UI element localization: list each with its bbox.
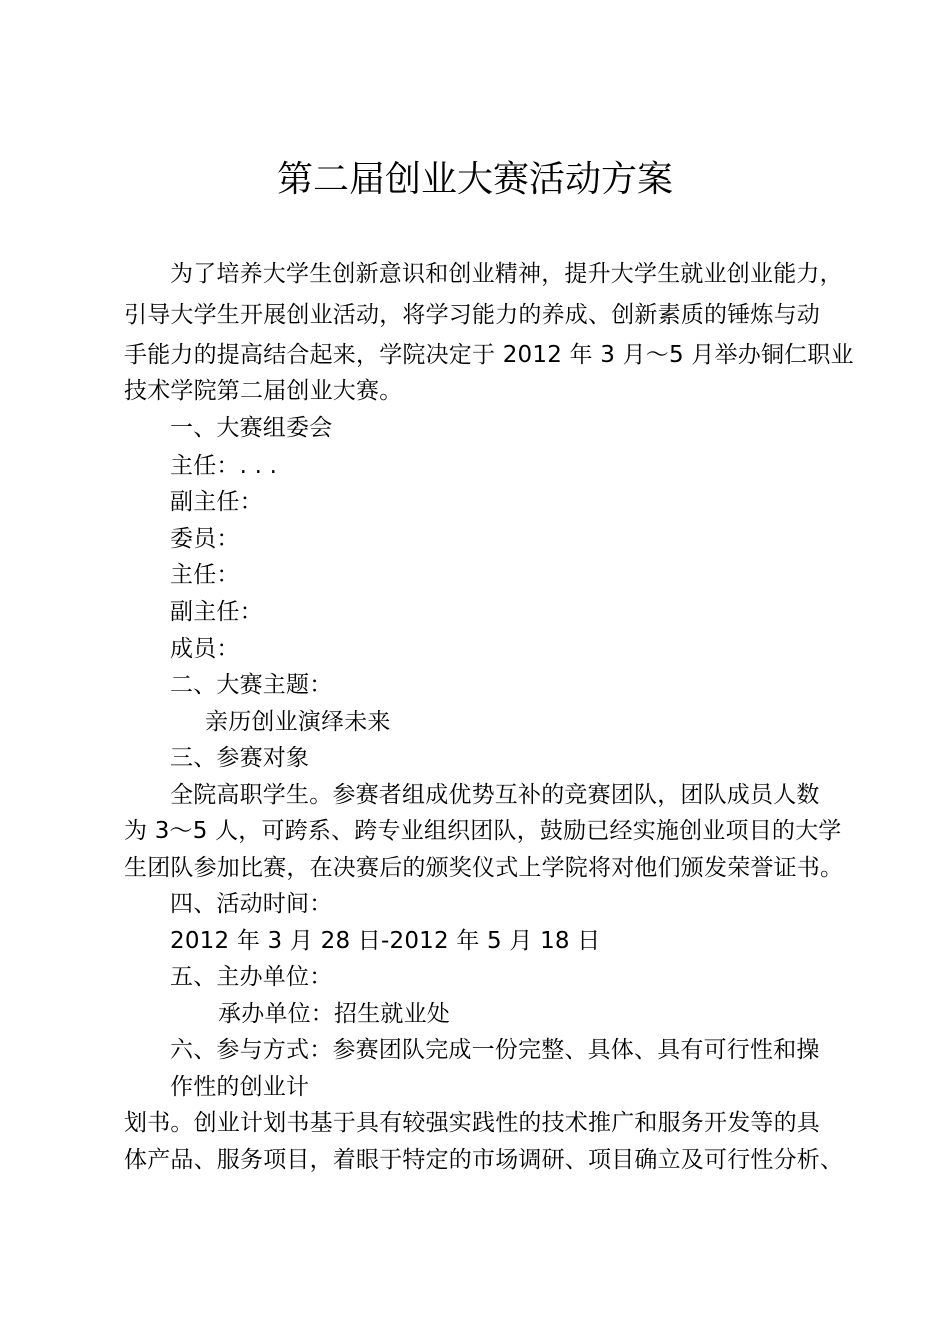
section-heading-organizer: 五、主办单位： (170, 964, 333, 990)
intro-line-2: 引导大学生开展创业活动，将学习能力的养成、创新素质的锤炼与动 (124, 302, 820, 328)
section-heading-committee: 一、大赛组委会 (170, 415, 333, 441)
intro-line-4: 技术学院第二届创业大赛。 (124, 378, 403, 404)
document-title: 第二届创业大赛活动方案 (276, 159, 673, 200)
committee-director: 主任：. . . (170, 453, 278, 479)
participation-line-3: 划书。创业计划书基于具有较强实践性的技术推广和服务开发等的具 (124, 1110, 820, 1136)
participation-line-4: 体产品、服务项目，着眼于特定的市场调研、项目确立及可行性分析、 (124, 1147, 844, 1173)
participants-line-1: 全院高职学生。参赛者组成优势互补的竞赛团队，团队成员人数 (170, 782, 820, 808)
theme-text: 亲历创业演绎未来 (205, 709, 391, 735)
participants-line-3: 生团队参加比赛，在决赛后的颁奖仪式上学院将对他们颁发荣誉证书。 (124, 855, 844, 881)
intro-line-3: 手能力的提高结合起来，学院决定于 2012 年 3 月～5 月举办铜仁职业 (124, 342, 854, 368)
committee-director-2: 主任： (170, 562, 240, 588)
participants-line-2: 为 3～5 人，可跨系、跨专业组织团队，鼓励已经实施创业项目的大学 (124, 818, 842, 844)
participation-line-1: 六、参与方式：参赛团队完成一份完整、具体、具有可行性和操 (170, 1037, 820, 1063)
intro-line-1: 为了培养大学生创新意识和创业精神，提升大学生就业创业能力， (170, 261, 843, 287)
organizer-text: 承办单位：招生就业处 (218, 1001, 450, 1027)
committee-deputy-director: 副主任： (170, 489, 263, 515)
committee-deputy-director-2: 副主任： (170, 599, 263, 625)
section-heading-participants: 三、参赛对象 (170, 745, 310, 771)
section-heading-time: 四、活动时间： (170, 891, 333, 917)
time-range: 2012 年 3 月 28 日-2012 年 5 月 18 日 (170, 928, 601, 954)
participation-line-2: 作性的创业计 (170, 1074, 310, 1100)
committee-staff: 成员： (170, 636, 240, 662)
section-heading-theme: 二、大赛主题： (170, 672, 333, 698)
committee-members: 委员： (170, 526, 240, 552)
